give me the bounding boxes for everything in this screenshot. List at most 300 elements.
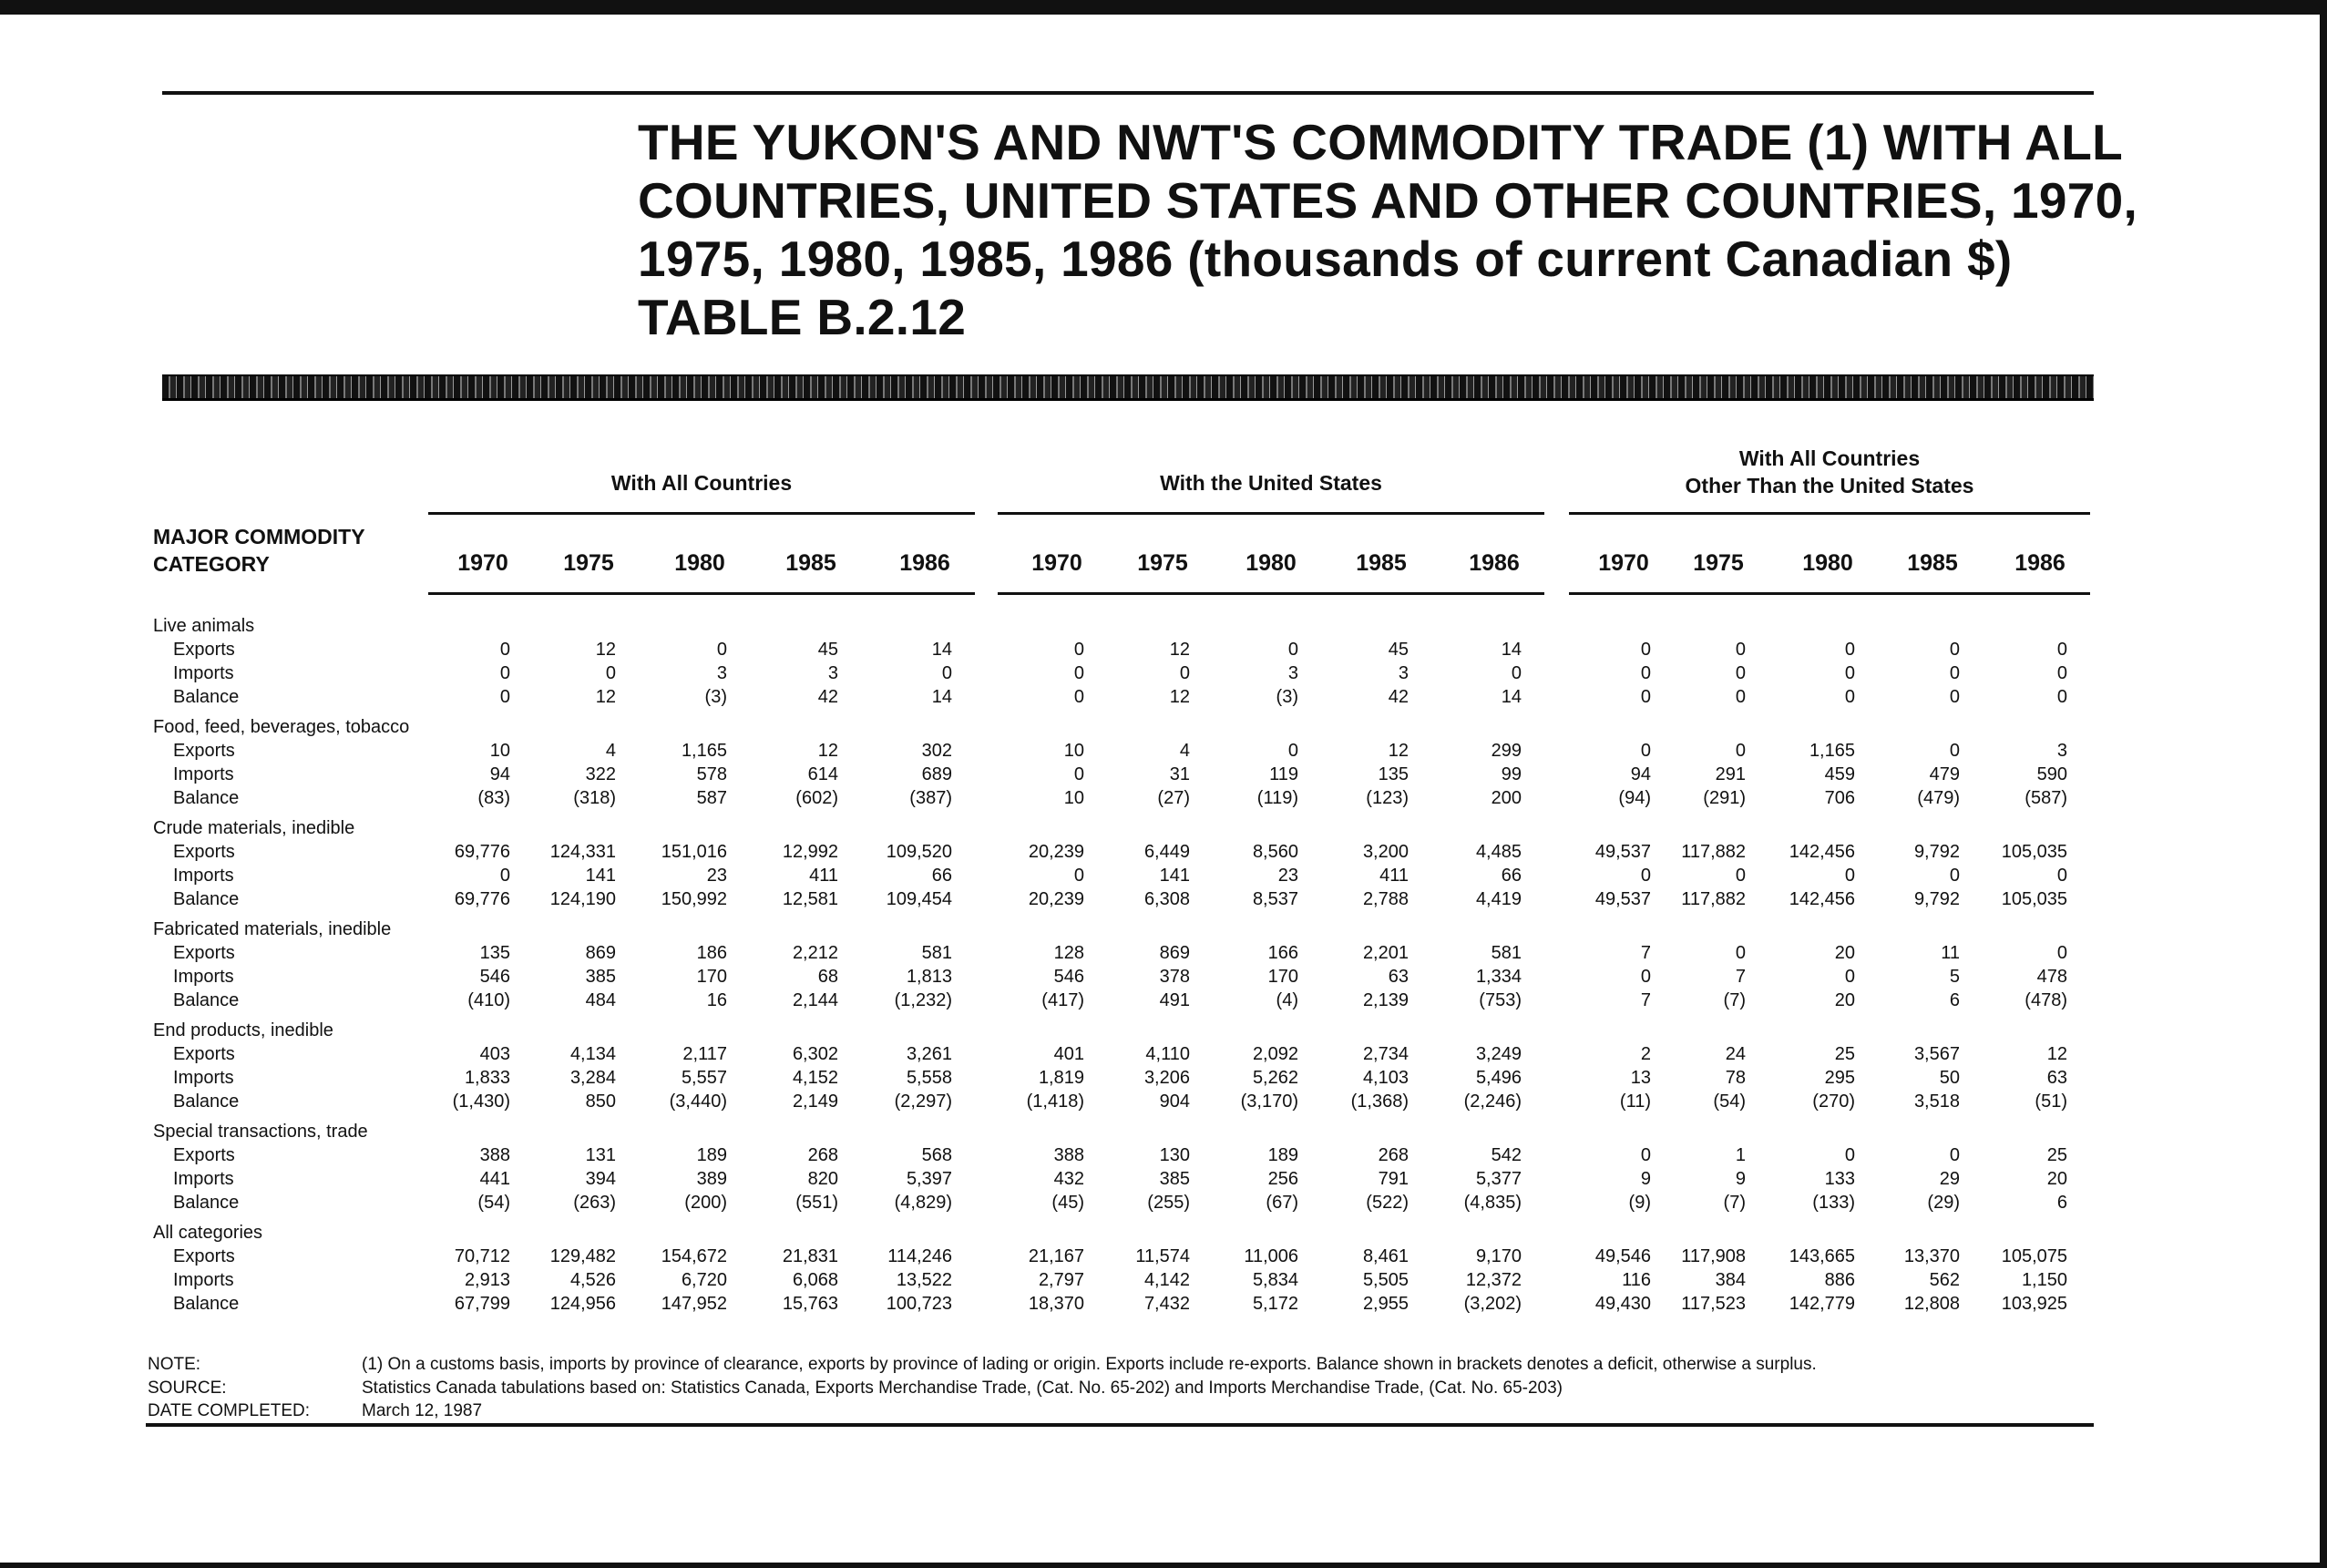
table-cell: 12: [1388, 741, 1409, 761]
table-cell: 116: [1622, 1270, 1651, 1290]
table-row: [0, 1191, 2327, 1214]
row-label: Exports: [173, 741, 235, 761]
table-cell: 20,239: [1028, 889, 1084, 909]
table-row: [0, 1143, 2327, 1167]
table-cell: 9: [1640, 1169, 1651, 1189]
table-row: [0, 638, 2327, 661]
table-cell: (3): [1276, 687, 1298, 707]
table-cell: 20,239: [1028, 842, 1084, 862]
row-label: Imports: [173, 663, 234, 683]
table-cell: 0: [941, 663, 952, 683]
table-cell: (45): [1051, 1193, 1084, 1213]
table-cell: 590: [2036, 764, 2067, 784]
table-cell: 16: [706, 990, 727, 1010]
table-cell: 69,776: [454, 889, 510, 909]
table-cell: 11: [1941, 943, 1960, 963]
table-cell: 12,372: [1465, 1270, 1522, 1290]
table-cell: (263): [573, 1193, 616, 1213]
table-cell: 0: [1949, 640, 1960, 660]
table-cell: 0: [1844, 967, 1855, 987]
table-cell: 2,788: [1362, 889, 1409, 909]
table-cell: 562: [1929, 1270, 1960, 1290]
table-cell: (1,418): [1026, 1091, 1084, 1112]
table-cell: 384: [1715, 1270, 1746, 1290]
table-cell: (2,246): [1463, 1091, 1522, 1112]
table-cell: 2: [1640, 1044, 1651, 1064]
table-cell: 109,454: [886, 889, 952, 909]
year-header: 1975: [1137, 550, 1188, 576]
footnote-text: Statistics Canada tabulations based on: Statistics Canada, Exports Merchandise Trade, (Cat. No. 65-202) and Imports Merchandise Trade, (Cat. No. 65-203): [362, 1378, 1563, 1398]
table-cell: 3: [827, 663, 838, 683]
table-cell: (29): [1927, 1193, 1960, 1213]
table-cell: (479): [1917, 788, 1960, 808]
table-cell: 0: [1844, 640, 1855, 660]
table-cell: 18,370: [1028, 1294, 1084, 1314]
table-cell: 12,992: [782, 842, 838, 862]
row-label: Imports: [173, 967, 234, 987]
category-label: Crude materials, inedible: [153, 818, 355, 838]
table-cell: 403: [479, 1044, 510, 1064]
table-cell: (4): [1276, 990, 1298, 1010]
table-cell: 135: [479, 943, 510, 963]
table-cell: 67,799: [454, 1294, 510, 1314]
year-header: 1970: [457, 550, 508, 576]
table-cell: (119): [1256, 788, 1298, 808]
table-cell: 45: [1388, 640, 1409, 660]
table-cell: (54): [1713, 1091, 1746, 1112]
table-row: [0, 786, 2327, 810]
table-cell: 189: [1267, 1145, 1298, 1165]
table-cell: 0: [1844, 687, 1855, 707]
table-cell: 0: [1073, 640, 1084, 660]
table-cell: 581: [1491, 943, 1522, 963]
table-cell: (83): [477, 788, 510, 808]
table-cell: 21,831: [782, 1246, 838, 1266]
table-cell: 2,139: [1362, 990, 1409, 1010]
table-cell: 5,834: [1252, 1270, 1298, 1290]
table-cell: 15,763: [782, 1294, 838, 1314]
table-cell: 14: [931, 640, 952, 660]
column-group-header: [428, 469, 975, 497]
footnote-text: (1) On a customs basis, imports by province of clearance, exports by province of lading or origin. Exports include re-exports. Balance shown in brackets denotes a deficit, otherwise a surplus.: [362, 1355, 1817, 1374]
table-cell: 0: [1949, 663, 1960, 683]
decorative-band: [162, 374, 2094, 401]
table-row: [0, 1292, 2327, 1316]
scan-top-border: [0, 0, 2327, 15]
table-cell: 14: [1501, 687, 1522, 707]
table-cell: 42: [817, 687, 838, 707]
table-cell: 6: [2056, 1193, 2067, 1213]
footnote-label: SOURCE:: [148, 1378, 227, 1398]
table-cell: 295: [1824, 1068, 1855, 1088]
table-cell: 25: [1834, 1044, 1855, 1064]
table-row: [0, 989, 2327, 1012]
table-cell: (587): [2025, 788, 2067, 808]
year-header: 1986: [2014, 550, 2066, 576]
table-cell: 31: [1169, 764, 1190, 784]
table-row: [0, 1268, 2327, 1292]
table-cell: 6,449: [1143, 842, 1190, 862]
table-cell: 0: [716, 640, 727, 660]
table-cell: 68: [817, 967, 838, 987]
table-cell: 587: [696, 788, 727, 808]
table-cell: 5: [1949, 967, 1960, 987]
table-cell: 63: [2046, 1068, 2067, 1088]
category-header-line: CATEGORY: [153, 552, 270, 576]
table-cell: 0: [1640, 640, 1651, 660]
year-header: 1975: [563, 550, 614, 576]
table-cell: 0: [1640, 1145, 1651, 1165]
column-group-header: [998, 469, 1544, 497]
table-cell: 0: [499, 866, 510, 886]
table-cell: 291: [1715, 764, 1746, 784]
table-cell: 12: [595, 640, 616, 660]
table-cell: 142,456: [1789, 889, 1855, 909]
table-cell: 135: [1378, 764, 1409, 784]
table-cell: 133: [1824, 1169, 1855, 1189]
year-header: 1986: [1469, 550, 1520, 576]
table-cell: 9: [1735, 1169, 1746, 1189]
year-header: 1985: [1907, 550, 1958, 576]
table-cell: 14: [1501, 640, 1522, 660]
table-row: [0, 1167, 2327, 1191]
row-label: Balance: [173, 889, 240, 909]
table-cell: 0: [1735, 640, 1746, 660]
table-cell: 378: [1159, 967, 1190, 987]
table-cell: (3,170): [1240, 1091, 1298, 1112]
table-cell: 5,377: [1475, 1169, 1522, 1189]
table-cell: 394: [585, 1169, 616, 1189]
table-cell: 0: [1844, 1145, 1855, 1165]
footnote-text: March 12, 1987: [362, 1401, 483, 1420]
table-cell: 0: [1511, 663, 1522, 683]
column-group-label: With All Countries: [610, 471, 793, 495]
table-cell: 3,261: [906, 1044, 952, 1064]
table-cell: 0: [2056, 687, 2067, 707]
table-cell: 117,908: [1681, 1246, 1746, 1266]
table-cell: 10: [1063, 741, 1084, 761]
category-label: All categories: [153, 1223, 263, 1243]
table-cell: 114,246: [887, 1246, 952, 1266]
table-cell: 614: [807, 764, 838, 784]
table-cell: 94: [489, 764, 510, 784]
table-row: [0, 1066, 2327, 1090]
table-cell: 20: [1834, 943, 1855, 963]
table-cell: 0: [1735, 741, 1746, 761]
table-cell: 128: [1053, 943, 1084, 963]
table-cell: 0: [1844, 866, 1855, 886]
table-cell: 388: [1053, 1145, 1084, 1165]
table-row: [0, 965, 2327, 989]
row-label: Imports: [173, 1068, 234, 1088]
table-cell: 441: [479, 1169, 510, 1189]
year-header: 1986: [899, 550, 950, 576]
table-cell: 4,103: [1362, 1068, 1409, 1088]
table-cell: 4,526: [569, 1270, 616, 1290]
row-label: Imports: [173, 1169, 234, 1189]
table-cell: 1,150: [2021, 1270, 2067, 1290]
table-cell: 13: [1630, 1068, 1651, 1088]
table-cell: 12: [817, 741, 838, 761]
table-cell: 268: [807, 1145, 838, 1165]
table-cell: 3,567: [1913, 1044, 1960, 1064]
table-cell: 0: [499, 640, 510, 660]
table-cell: (3,440): [669, 1091, 727, 1112]
table-cell: 6,720: [681, 1270, 727, 1290]
table-cell: (54): [477, 1193, 510, 1213]
title-line: TABLE B.2.12: [638, 289, 967, 345]
table-cell: 7: [1640, 990, 1651, 1010]
table-row: [0, 864, 2327, 887]
table-cell: 491: [1159, 990, 1190, 1010]
table-cell: 14: [931, 687, 952, 707]
table-cell: 459: [1824, 764, 1855, 784]
table-cell: 130: [1159, 1145, 1190, 1165]
year-header: 1980: [1802, 550, 1853, 576]
table-cell: 66: [1501, 866, 1522, 886]
table-cell: 69,776: [454, 842, 510, 862]
table-cell: 7: [1640, 943, 1651, 963]
table-cell: 0: [499, 687, 510, 707]
table-row: [0, 763, 2327, 786]
table-cell: (478): [2025, 990, 2067, 1010]
table-cell: 850: [585, 1091, 616, 1112]
table-cell: 299: [1491, 741, 1522, 761]
table-cell: (51): [2035, 1091, 2067, 1112]
table-cell: (3): [704, 687, 727, 707]
table-cell: 0: [1735, 663, 1746, 683]
table-cell: (522): [1366, 1193, 1409, 1213]
category-header-line: MAJOR COMMODITY: [153, 525, 365, 548]
table-cell: 581: [921, 943, 952, 963]
table-cell: 2,913: [464, 1270, 510, 1290]
table-cell: 124,190: [549, 889, 616, 909]
table-cell: 568: [921, 1145, 952, 1165]
table-cell: 1,334: [1475, 967, 1522, 987]
table-cell: 0: [1287, 640, 1298, 660]
page-title: [638, 113, 2138, 346]
table-cell: 869: [585, 943, 616, 963]
title-line: COUNTRIES, UNITED STATES AND OTHER COUNTRIES, 1970,: [638, 172, 2138, 229]
table-cell: 3,518: [1913, 1091, 1960, 1112]
table-cell: 1,819: [1038, 1068, 1084, 1088]
table-cell: 478: [2036, 967, 2067, 987]
table-cell: 6,308: [1143, 889, 1190, 909]
table-cell: 0: [1073, 866, 1084, 886]
table-cell: 432: [1053, 1169, 1084, 1189]
table-cell: 99: [1501, 764, 1522, 784]
table-cell: 78: [1725, 1068, 1746, 1088]
table-cell: 7: [1735, 967, 1746, 987]
table-cell: 142,779: [1789, 1294, 1855, 1314]
table-cell: 11,006: [1244, 1246, 1298, 1266]
table-cell: 0: [605, 663, 616, 683]
table-cell: 23: [1277, 866, 1298, 886]
table-cell: 124,331: [549, 842, 616, 862]
row-label: Imports: [173, 1270, 234, 1290]
table-cell: 94: [1630, 764, 1651, 784]
table-cell: 389: [696, 1169, 727, 1189]
row-label: Balance: [173, 1091, 240, 1112]
table-cell: 0: [1949, 687, 1960, 707]
table-cell: 385: [585, 967, 616, 987]
table-cell: 141: [585, 866, 616, 886]
table-cell: 7,432: [1143, 1294, 1190, 1314]
table-row: [0, 941, 2327, 965]
table-cell: 12: [1169, 687, 1190, 707]
table-cell: 49,430: [1594, 1294, 1651, 1314]
table-cell: 5,558: [906, 1068, 952, 1088]
table-cell: 0: [2056, 663, 2067, 683]
table-cell: (753): [1479, 990, 1522, 1010]
table-cell: 1,165: [1809, 741, 1855, 761]
table-cell: 411: [809, 866, 838, 886]
table-row: [0, 840, 2327, 864]
row-label: Imports: [173, 764, 234, 784]
table-cell: (1,232): [894, 990, 952, 1010]
table-cell: 119: [1269, 764, 1298, 784]
table-cell: 189: [696, 1145, 727, 1165]
table-cell: 904: [1159, 1091, 1190, 1112]
column-group-rule: [1569, 512, 2090, 515]
table-row: [0, 887, 2327, 911]
table-cell: 322: [585, 764, 616, 784]
table-cell: 4,152: [792, 1068, 838, 1088]
table-cell: 3: [1398, 663, 1409, 683]
table-cell: 0: [1179, 663, 1190, 683]
table-cell: (123): [1366, 788, 1409, 808]
table-cell: 186: [696, 943, 727, 963]
table-cell: 20: [2046, 1169, 2067, 1189]
table-cell: 0: [1949, 866, 1960, 886]
table-cell: 5,397: [906, 1169, 952, 1189]
year-header: 1985: [785, 550, 836, 576]
table-cell: 49,537: [1594, 842, 1651, 862]
table-cell: 2,117: [682, 1044, 727, 1064]
table-cell: (11): [1619, 1091, 1651, 1112]
table-cell: 154,672: [661, 1246, 727, 1266]
year-header: 1970: [1598, 550, 1649, 576]
category-label: Fabricated materials, inedible: [153, 919, 392, 939]
table-cell: 0: [1640, 741, 1651, 761]
row-label: Exports: [173, 1145, 235, 1165]
table-cell: 0: [2056, 866, 2067, 886]
table-cell: (551): [795, 1193, 838, 1213]
table-cell: 5,172: [1252, 1294, 1298, 1314]
table-cell: 10: [489, 741, 510, 761]
table-cell: 141: [1159, 866, 1190, 886]
table-cell: 484: [585, 990, 616, 1010]
table-cell: 542: [1491, 1145, 1522, 1165]
table-cell: 388: [479, 1145, 510, 1165]
table-cell: 8,461: [1362, 1246, 1409, 1266]
table-cell: 63: [1388, 967, 1409, 987]
row-label: Imports: [173, 866, 234, 886]
table-cell: 45: [817, 640, 838, 660]
table-cell: 117,882: [1681, 889, 1746, 909]
table-cell: 166: [1267, 943, 1298, 963]
table-cell: 5,496: [1475, 1068, 1522, 1088]
table-cell: 142,456: [1789, 842, 1855, 862]
row-label: Exports: [173, 842, 235, 862]
table-cell: 3,249: [1475, 1044, 1522, 1064]
column-group-rule: [998, 592, 1544, 595]
year-header: 1980: [1246, 550, 1297, 576]
column-group-label: With All Countries: [1738, 446, 1921, 470]
row-label: Exports: [173, 640, 235, 660]
table-cell: 4,110: [1145, 1044, 1190, 1064]
table-cell: 13,522: [896, 1270, 952, 1290]
table-cell: 0: [2056, 640, 2067, 660]
table-cell: 1: [1735, 1145, 1746, 1165]
table-cell: 4: [605, 741, 616, 761]
table-cell: (4,829): [894, 1193, 952, 1213]
table-cell: 11,574: [1135, 1246, 1190, 1266]
table-cell: 12: [2046, 1044, 2067, 1064]
year-header: 1980: [674, 550, 725, 576]
table-cell: 147,952: [661, 1294, 727, 1314]
table-row: [0, 1042, 2327, 1066]
table-cell: 4,419: [1475, 889, 1522, 909]
table-cell: 1,833: [464, 1068, 510, 1088]
table-cell: 70,712: [454, 1246, 510, 1266]
category-label: Live animals: [153, 616, 255, 636]
table-cell: 49,546: [1594, 1246, 1651, 1266]
table-cell: 143,665: [1789, 1246, 1855, 1266]
table-cell: 12: [595, 687, 616, 707]
table-cell: 3,200: [1362, 842, 1409, 862]
table-cell: 1,165: [681, 741, 727, 761]
table-cell: 23: [706, 866, 727, 886]
table-cell: 0: [1949, 1145, 1960, 1165]
table-cell: 105,035: [2001, 889, 2067, 909]
table-cell: (7): [1723, 990, 1746, 1010]
table-cell: (200): [684, 1193, 727, 1213]
table-cell: (94): [1618, 788, 1651, 808]
table-cell: 546: [1053, 967, 1084, 987]
table-cell: (270): [1812, 1091, 1855, 1112]
table-cell: 1,813: [906, 967, 952, 987]
table-cell: 124,956: [549, 1294, 616, 1314]
table-cell: 9,792: [1913, 842, 1960, 862]
table-cell: 24: [1725, 1044, 1746, 1064]
table-cell: 706: [1824, 788, 1855, 808]
table-cell: 170: [696, 967, 727, 987]
table-cell: 0: [2056, 943, 2067, 963]
table-cell: 0: [1640, 967, 1651, 987]
category-label: Food, feed, beverages, tobacco: [153, 717, 410, 737]
table-cell: 0: [1949, 741, 1960, 761]
table-cell: 4: [1179, 741, 1190, 761]
table-cell: 170: [1267, 967, 1298, 987]
table-cell: 13,370: [1903, 1246, 1960, 1266]
top-rule: [162, 91, 2094, 95]
table-cell: (2,297): [894, 1091, 952, 1112]
table-row: [0, 685, 2327, 709]
row-label: Exports: [173, 943, 235, 963]
table-cell: 0: [499, 663, 510, 683]
scan-bottom-border: [0, 1563, 2327, 1568]
table-cell: 5,262: [1252, 1068, 1298, 1088]
footnote-label: NOTE:: [148, 1355, 201, 1374]
table-cell: 2,092: [1252, 1044, 1298, 1064]
row-label: Balance: [173, 1294, 240, 1314]
table-cell: 3: [2056, 741, 2067, 761]
row-label: Exports: [173, 1246, 235, 1266]
table-cell: 117,882: [1681, 842, 1746, 862]
table-cell: 103,925: [2001, 1294, 2067, 1314]
table-cell: 20: [1834, 990, 1855, 1010]
